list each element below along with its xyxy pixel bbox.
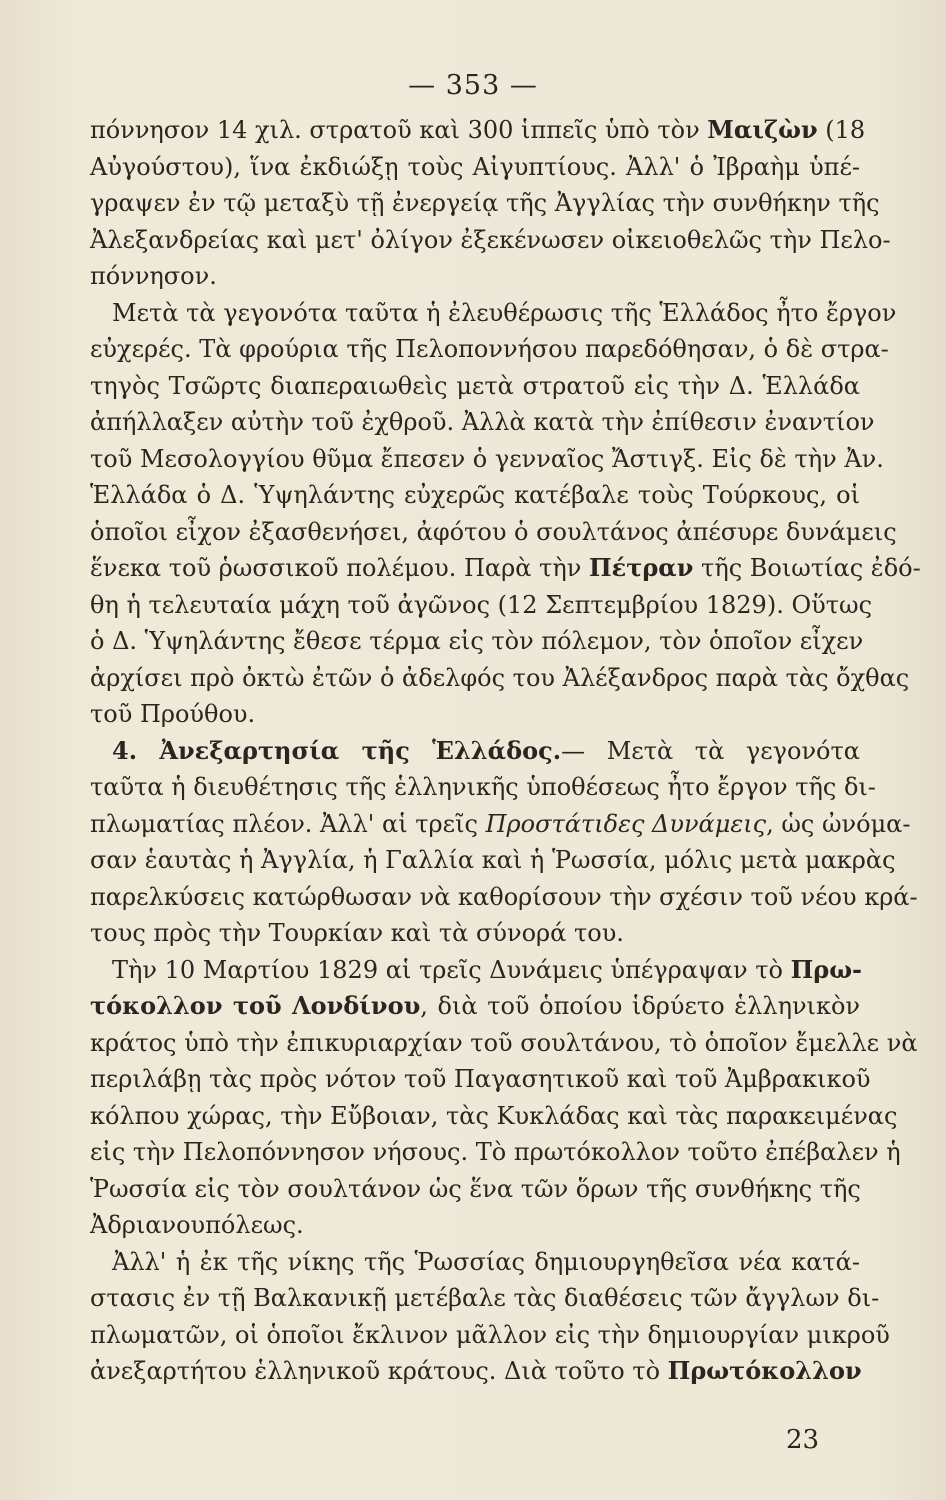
text-run: Ἀλλ' ἡ ἐκ τῆς νίκης τῆς Ῥωσσίας δημιουργηθεῖσα νέα κατά- <box>112 1247 860 1276</box>
text-line <box>90 1207 860 1244</box>
body-text <box>90 112 921 1390</box>
bold-term: τόκολλον τοῦ Λονδίνου <box>90 991 421 1020</box>
text-run: πόννησον 14 χιλ. στρατοῦ καὶ 300 ἱππεῖς ὑπὸ τὸν <box>90 116 708 144</box>
text-run: πλωματῶν, οἱ ὁποῖοι ἔκλινον μᾶλλον εἰς τὴν δημιουργίαν μικροῦ <box>90 1320 890 1349</box>
text-line <box>90 1280 880 1317</box>
text-line <box>90 952 860 989</box>
text-line <box>90 1061 871 1098</box>
text-run: τοῦ Προύθου. <box>90 700 256 728</box>
text-run: παρελκύσεις κατώρθωσαν νὰ καθορίσουν τὴν σχέσιν τοῦ νέου κρά- <box>90 882 918 911</box>
text-run: ὁποῖοι εἶχον ἐξασθενήσει, ἀφότου ὁ σουλτάνος ἀπέσυρε δυνάμεις <box>90 517 897 546</box>
text-run: εἰς τὴν Πελοπόννησον νήσους. Τὸ πρωτόκολλον τοῦτο ἐπέβαλεν ἡ <box>90 1138 901 1166</box>
text-run: στασις ἐν τῇ Βαλκανικῇ μετέβαλε τὰς διαθέσεις τῶν ἄγγλων δι- <box>90 1284 880 1312</box>
text-line <box>90 441 884 478</box>
italic-term: Προστάτιδες Δυνάμεις <box>485 809 767 838</box>
text-run: Τὴν 10 Μαρτίου 1829 αἱ τρεῖς Δυνάμεις ὑπέγραψαν τὸ <box>112 955 791 984</box>
text-run: Αὐγούστου), ἵνα ἐκδιώξῃ τοὺς Αἰγυπτίους. Ἀλλ' ὁ Ἰβραὴμ ὑπέ- <box>90 152 860 181</box>
text-run: Ἀδριανουπόλεως. <box>90 1211 304 1239</box>
text-line <box>90 988 860 1025</box>
text-run: — Μετὰ τὰ γεγονότα <box>561 736 860 765</box>
text-line <box>90 623 864 660</box>
text-line <box>90 1317 890 1354</box>
text-line <box>90 112 866 149</box>
text-run: Ἑλλάδα ὁ Δ. Ὑψηλάντης εὐχερῶς κατέβαλε τοὺς Τούρκους, οἱ <box>90 481 860 509</box>
text-line <box>90 222 891 259</box>
text-line <box>90 1025 918 1062</box>
text-line <box>90 806 911 843</box>
text-run: ἀρχίσει πρὸ ὀκτὼ ἐτῶν ὁ ἀδελφός του Ἀλέξανδρος παρὰ τὰς ὄχθας <box>90 663 910 692</box>
text-run: θη ἡ τελευταία μάχη τοῦ ἀγῶνος (12 Σεπτεμβρίου 1829). Οὕτως <box>90 590 873 619</box>
text-line <box>90 331 889 368</box>
text-run: , ὡς ὠνόμα- <box>766 809 911 838</box>
text-line <box>90 550 921 587</box>
text-line <box>90 1244 860 1281</box>
text-line <box>90 404 875 441</box>
text-line <box>90 368 860 405</box>
text-line <box>90 660 910 697</box>
bold-term: Πέτραν <box>588 553 694 582</box>
text-line <box>90 295 897 332</box>
bold-term: Πρωτόκολλον <box>667 1356 862 1385</box>
text-run: γραψεν ἐν τῷ μεταξὺ τῇ ἐνεργείᾳ τῆς Ἀγγλίας τὴν συνθήκην τῆς <box>90 189 880 217</box>
text-line <box>90 1171 860 1208</box>
text-line <box>90 1134 901 1171</box>
page-number: — 353 — <box>408 70 538 101</box>
text-run: ὁ Δ. Ὑψηλάντης ἔθεσε τέρμα εἰς τὸν πόλεμον, τὸν ὁποῖον εἶχεν <box>90 627 864 655</box>
text-run: τους πρὸς τὴν Τουρκίαν καὶ τὰ σύνορά του. <box>90 919 624 947</box>
text-run: κράτος ὑπὸ τὴν ἐπικυριαρχίαν τοῦ σουλτάνου, τὸ ὁποῖον ἔμελλε νὰ <box>90 1028 918 1057</box>
text-run: , διὰ τοῦ ὁποίου ἱδρύετο ἑλληνικὸν <box>420 992 861 1020</box>
text-run: τῆς Βοιωτίας ἐδό- <box>693 554 921 582</box>
signature-mark: 23 <box>786 1425 820 1455</box>
text-run: τοῦ Μεσολογγίου θῦμα ἔπεσεν ὁ γενναῖος Ἄστιγξ. Εἰς δὲ τὴν Ἀν. <box>90 444 884 473</box>
text-line <box>90 1098 898 1135</box>
text-line <box>90 733 860 770</box>
text-run: ἀπήλλαξεν αὐτὴν τοῦ ἐχθροῦ. Ἀλλὰ κατὰ τὴν ἐπίθεσιν ἐναντίον <box>90 408 875 436</box>
text-run: Ῥωσσία εἰς τὸν σουλτάνον ὡς ἕνα τῶν ὅρων τῆς συνθήκης τῆς <box>90 1174 861 1203</box>
text-run: Μετὰ τὰ γεγονότα ταῦτα ἡ ἐλευθέρωσις τῆς Ἑλλάδος ἦτο ἔργον <box>112 298 897 327</box>
bold-term: Μαιζὼν <box>707 115 818 144</box>
bold-term: 4. Ἀνεξαρτησία τῆς Ἑλλάδος. <box>112 735 562 765</box>
text-run: τηγὸς Τσῶρτς διαπεραιωθεὶς μετὰ στρατοῦ εἰς τὴν Δ. Ἑλλάδα <box>90 371 860 400</box>
text-run: εὐχερές. Τὰ φρούρια τῆς Πελοποννήσου παρεδόθησαν, ὁ δὲ στρα- <box>90 335 889 363</box>
text-line <box>90 842 896 879</box>
text-run: πλωματίας πλέον. Ἀλλ' αἱ τρεῖς <box>90 809 486 838</box>
text-run: ταῦτα ἡ διευθέτησις τῆς ἑλληνικῆς ὑποθέσεως ἦτο ἔργον τῆς δι- <box>90 773 876 801</box>
text-line <box>90 879 918 916</box>
text-line <box>90 185 880 222</box>
text-line <box>90 915 860 952</box>
text-line <box>90 149 860 186</box>
text-run: ἀνεξαρτήτου ἑλληνικοῦ κράτους. Διὰ τοῦτο τὸ <box>90 1357 668 1385</box>
text-run: (18 <box>817 116 866 144</box>
text-run: ἕνεκα τοῦ ῥωσσικοῦ πολέμου. Παρὰ τὴν <box>90 554 589 582</box>
text-run: πόννησον. <box>90 262 217 290</box>
text-run: κόλπου χώρας, τὴν Εὔβοιαν, τὰς Κυκλάδας καὶ τὰς παρακειμένας <box>90 1101 898 1130</box>
text-line <box>90 477 860 514</box>
text-line <box>90 696 860 733</box>
text-line <box>90 769 876 806</box>
text-run: Ἀλεξανδρείας καὶ μετ' ὀλίγον ἐξεκένωσεν οἰκειοθελῶς τὴν Πελο- <box>90 225 891 254</box>
bold-term: Πρω- <box>790 954 862 984</box>
text-run: σαν ἑαυτὰς ἡ Ἀγγλία, ἡ Γαλλία καὶ ἡ Ῥωσσία, μόλις μετὰ μακρὰς <box>90 846 896 874</box>
text-run: περιλάβῃ τὰς πρὸς νότον τοῦ Παγασητικοῦ καὶ τοῦ Ἀμβρακικοῦ <box>90 1065 871 1093</box>
text-line <box>90 1353 860 1390</box>
text-line <box>90 258 860 295</box>
text-line <box>90 514 897 551</box>
text-line <box>90 587 873 624</box>
